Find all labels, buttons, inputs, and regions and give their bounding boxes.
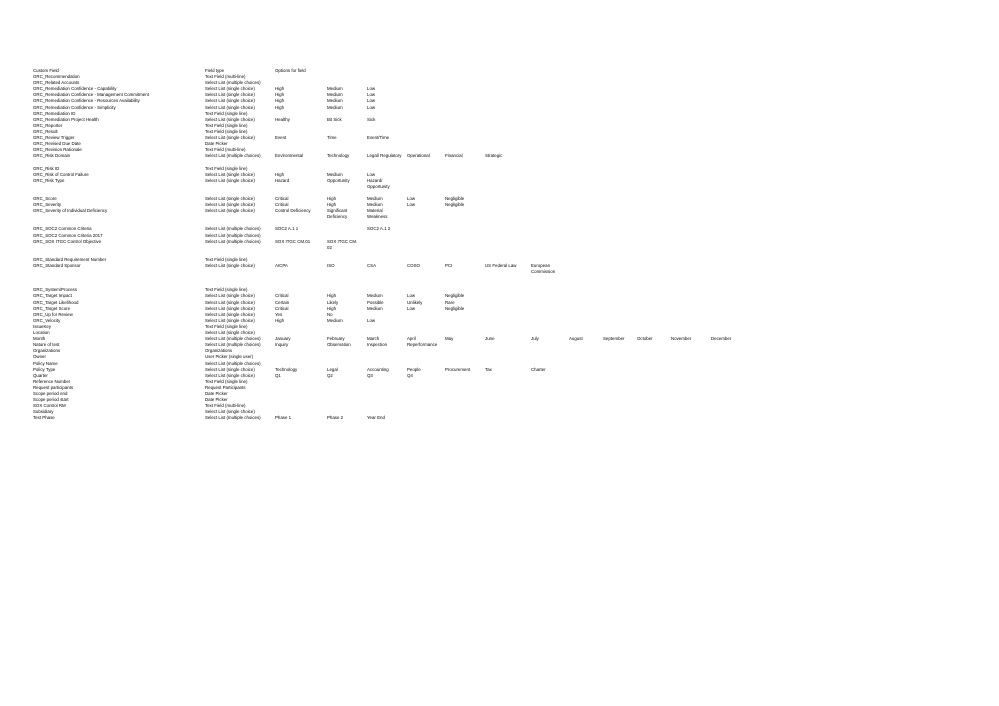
table-cell: Select List (multiple choices) bbox=[205, 232, 261, 238]
table-cell: GRC_Standard Requirement Number bbox=[33, 256, 107, 262]
table-cell: Custom Field bbox=[33, 68, 59, 73]
table-cell: Select List (multiple choices) bbox=[205, 153, 261, 159]
table-cell: High bbox=[275, 317, 285, 323]
table-cell: Phase 2 bbox=[327, 415, 344, 421]
table-cell: No bbox=[327, 311, 333, 317]
table-cell bbox=[603, 263, 637, 275]
table-cell: High bbox=[275, 171, 285, 177]
table-cell: Likely bbox=[327, 299, 339, 305]
table-cell: Critical bbox=[275, 305, 289, 311]
table-cell: Select List (single choice) bbox=[205, 330, 255, 336]
table-cell: Select List (single choice) bbox=[205, 372, 255, 378]
table-cell bbox=[367, 239, 407, 251]
table-cell: Medium bbox=[327, 317, 343, 323]
table-cell: Field type bbox=[205, 68, 225, 73]
table-cell bbox=[781, 415, 817, 421]
table-cell: Select List (single choice) bbox=[205, 263, 255, 268]
table-cell: Reference Number bbox=[33, 378, 71, 384]
table-cell: GRC_Velocity bbox=[33, 317, 61, 323]
table-cell: Text Field (single line) bbox=[205, 323, 248, 329]
table-cell: Opportunity bbox=[327, 177, 350, 183]
table-cell: High bbox=[327, 293, 337, 299]
table-cell bbox=[781, 208, 817, 220]
table-cell: Medium bbox=[327, 86, 343, 92]
table-cell: December bbox=[711, 336, 732, 342]
table-cell: Low bbox=[367, 92, 376, 98]
table-cell bbox=[781, 263, 817, 275]
table-cell: Text Field (multi-line) bbox=[205, 147, 246, 153]
table-cell: March bbox=[367, 336, 380, 342]
table-cell bbox=[671, 208, 711, 220]
table-cell: Strategic bbox=[485, 153, 503, 159]
table-cell: GRC_Risk Type bbox=[33, 177, 65, 183]
table-cell: Select List (single choice) bbox=[205, 171, 255, 177]
table-cell: January bbox=[275, 336, 291, 342]
table-cell: October bbox=[637, 336, 653, 342]
table-cell: Tax bbox=[485, 366, 492, 372]
table-cell: SOX Control RM bbox=[33, 403, 66, 409]
table-cell: Date Picker bbox=[205, 390, 228, 396]
table-cell: Low bbox=[407, 195, 416, 201]
table-cell: Text Field (single line) bbox=[205, 378, 248, 384]
table-cell: Text Field (single line) bbox=[205, 110, 248, 116]
table-cell: Select List (single choice) bbox=[205, 116, 255, 122]
table-cell: European Commission bbox=[531, 263, 556, 275]
table-cell: CSA bbox=[367, 263, 377, 268]
table-cell: Environmental bbox=[275, 153, 304, 159]
table-cell: Sick bbox=[367, 116, 376, 122]
table-cell: PCI bbox=[445, 263, 453, 268]
table-cell: Operational bbox=[407, 153, 430, 159]
table-cell: Request Participants bbox=[205, 384, 246, 390]
table-row bbox=[33, 178, 817, 190]
table-cell: GRC_Remediation Confidence - Simplicity bbox=[33, 104, 116, 110]
table-cell: Low bbox=[367, 98, 376, 104]
table-cell: GRC_Revised Due Date bbox=[33, 141, 81, 147]
table-cell: Policy Name bbox=[33, 360, 58, 366]
table-cell: Organizations bbox=[33, 348, 61, 354]
table-cell: Critical bbox=[275, 293, 289, 299]
table-cell: Select List (single choice) bbox=[205, 366, 255, 372]
table-cell: GRC_Up for Review bbox=[33, 311, 73, 317]
table-cell: High bbox=[275, 92, 285, 98]
table-cell: GRC_Review Trigger bbox=[33, 135, 75, 141]
table-cell: High bbox=[327, 195, 337, 201]
table-cell bbox=[745, 263, 781, 275]
table-cell: Text Field (single line) bbox=[205, 128, 248, 134]
table-row bbox=[33, 208, 817, 220]
table-cell: Select List (multiple choices) bbox=[205, 360, 261, 366]
table-cell: Date Picker bbox=[205, 141, 228, 147]
table-cell: Select List (single choice) bbox=[205, 293, 255, 299]
table-cell bbox=[445, 415, 485, 421]
table-cell bbox=[671, 263, 711, 275]
table-cell: ISO bbox=[327, 263, 335, 268]
table-cell: GRC_Remediation Confidence - Management Commitment bbox=[33, 92, 149, 98]
table-cell bbox=[711, 208, 745, 220]
table-cell: Organizations bbox=[205, 348, 233, 354]
table-cell: GRC_Reporter bbox=[33, 122, 63, 128]
table-cell: Subsidiary bbox=[33, 409, 54, 415]
table-cell: GRC_System/Process bbox=[33, 287, 77, 293]
table-cell: Legal bbox=[327, 366, 338, 372]
table-cell: Negligible bbox=[445, 202, 465, 208]
table-cell: Select List (single choice) bbox=[205, 104, 255, 110]
table-cell: Select List (single choice) bbox=[205, 92, 255, 98]
table-cell: High bbox=[275, 86, 285, 92]
table-cell: Reperformance bbox=[407, 342, 438, 348]
table-cell: Material Weakness bbox=[367, 208, 388, 220]
table-cell: Procurement bbox=[445, 366, 471, 372]
table-cell: Accounting bbox=[367, 366, 389, 372]
table-cell: Scope period end bbox=[33, 390, 68, 396]
custom-field-table-body bbox=[33, 68, 817, 421]
table-cell: Request participants bbox=[33, 384, 74, 390]
table-cell bbox=[531, 178, 569, 190]
table-cell bbox=[711, 178, 745, 190]
table-cell: Select List (single choice) bbox=[205, 195, 255, 201]
table-cell bbox=[445, 178, 485, 190]
table-cell: Legal/ Regulatory bbox=[367, 153, 402, 159]
table-cell: Select List (multiple choices) bbox=[205, 238, 261, 244]
table-cell: GRC_Remediation Confidence - Capability bbox=[33, 86, 117, 92]
table-cell: Technology bbox=[275, 366, 298, 372]
table-cell bbox=[485, 415, 531, 421]
table-cell: Quarter bbox=[33, 372, 48, 378]
table-cell: Inspection bbox=[367, 342, 388, 348]
table-cell bbox=[445, 239, 485, 251]
table-cell bbox=[603, 208, 637, 220]
table-cell bbox=[531, 208, 569, 220]
table-cell bbox=[711, 415, 745, 421]
table-cell: Medium bbox=[367, 202, 383, 208]
table-cell: November bbox=[671, 336, 692, 342]
table-cell: Select List (single choice) bbox=[205, 135, 255, 141]
table-cell bbox=[407, 178, 445, 190]
table-cell: Possible bbox=[367, 299, 384, 305]
table-cell: GRC_Score bbox=[33, 195, 57, 201]
table-cell: Test Phase bbox=[33, 415, 55, 421]
table-cell bbox=[445, 208, 485, 220]
table-cell bbox=[569, 239, 603, 251]
table-cell: Select List (multiple choices) bbox=[205, 80, 261, 86]
table-cell: Critical bbox=[275, 202, 289, 208]
table-cell: May bbox=[445, 336, 454, 342]
table-cell: Yes bbox=[275, 311, 283, 317]
table-cell: Observation bbox=[327, 342, 351, 348]
table-cell: Nature of test bbox=[33, 342, 60, 348]
table-cell bbox=[407, 208, 445, 220]
table-cell: Event/Time bbox=[367, 135, 390, 141]
table-cell: Inquiry bbox=[275, 342, 289, 348]
table-cell: July bbox=[531, 336, 539, 342]
table-cell: GRC_Risk Domain bbox=[33, 153, 71, 159]
table-cell: COSO bbox=[407, 263, 420, 268]
table-cell: Select List (single choice) bbox=[205, 305, 255, 311]
table-cell bbox=[485, 239, 531, 251]
table-cell: Select List (single choice) bbox=[205, 311, 255, 317]
table-cell: Hazard bbox=[275, 177, 290, 183]
table-cell: IssueKey bbox=[33, 323, 52, 329]
table-cell bbox=[531, 415, 569, 421]
table-cell: Select List (single choice) bbox=[205, 409, 255, 415]
table-cell bbox=[745, 415, 781, 421]
table-cell: Low bbox=[367, 86, 376, 92]
table-cell: Control Deficiency bbox=[275, 208, 311, 214]
table-cell: Low bbox=[367, 104, 376, 110]
table-cell: Bit Sick bbox=[327, 116, 342, 122]
table-cell: GRC_Related Accounts bbox=[33, 80, 80, 86]
table-cell: Time bbox=[327, 135, 337, 141]
table-cell: Year End bbox=[367, 415, 385, 421]
table-cell: Policy Type bbox=[33, 366, 56, 372]
table-cell bbox=[407, 239, 445, 251]
table-cell: GRC_Recommendation bbox=[33, 74, 80, 80]
table-cell: Select List (single choice) bbox=[205, 317, 255, 323]
table-cell: Select List (single choice) bbox=[205, 86, 255, 92]
table-cell: US Federal Law bbox=[485, 263, 517, 268]
table-cell: Location bbox=[33, 330, 50, 336]
table-cell: Medium bbox=[367, 293, 383, 299]
table-cell: Medium bbox=[327, 104, 343, 110]
table-cell: GRC_Severity of Individual Deficiency bbox=[33, 208, 108, 214]
table-row bbox=[33, 415, 817, 421]
table-row bbox=[33, 239, 817, 251]
table-cell: Select List (multiple choices) bbox=[205, 342, 261, 348]
table-cell: Low bbox=[367, 317, 376, 323]
table-cell bbox=[637, 178, 671, 190]
table-cell: Technology bbox=[327, 153, 350, 159]
table-cell bbox=[485, 178, 531, 190]
table-cell: Event bbox=[275, 135, 287, 141]
table-cell: Q4 bbox=[407, 372, 413, 378]
table-cell: Q1 bbox=[275, 372, 281, 378]
table-cell: Certain bbox=[275, 299, 290, 305]
table-cell bbox=[603, 415, 637, 421]
table-cell bbox=[569, 178, 603, 190]
table-cell: SOX ITGC CM.01 bbox=[275, 238, 311, 244]
table-cell bbox=[485, 208, 531, 220]
table-cell: Charter bbox=[531, 366, 546, 372]
table-cell: Date Picker bbox=[205, 397, 228, 403]
table-cell: Financial bbox=[445, 153, 463, 159]
table-cell: Text Field (single line) bbox=[205, 256, 248, 262]
table-cell: High bbox=[327, 202, 337, 208]
table-cell: People bbox=[407, 366, 421, 372]
table-cell bbox=[781, 239, 817, 251]
table-cell: Text Field (single line) bbox=[205, 165, 248, 171]
table-cell: GRC_Standard Sponsor bbox=[33, 263, 81, 268]
table-cell: Owner bbox=[33, 354, 46, 360]
table-cell: AICPA bbox=[275, 263, 288, 268]
table-cell: September bbox=[603, 336, 625, 342]
table-cell: Negligible bbox=[445, 293, 465, 299]
table-cell: User Picker (single user) bbox=[205, 354, 254, 360]
table-cell: Select List (single choice) bbox=[205, 177, 255, 183]
table-cell: Medium bbox=[327, 92, 343, 98]
table-cell bbox=[637, 263, 671, 275]
table-cell: Month bbox=[33, 336, 46, 342]
table-cell bbox=[569, 208, 603, 220]
table-cell bbox=[531, 239, 569, 251]
table-cell bbox=[407, 415, 445, 421]
table-cell bbox=[637, 208, 671, 220]
table-cell: Medium bbox=[367, 305, 383, 311]
table-cell bbox=[745, 208, 781, 220]
table-cell: Text Field (multi-line) bbox=[205, 74, 246, 80]
table-cell: Q3 bbox=[367, 372, 373, 378]
table-cell: High bbox=[327, 305, 337, 311]
table-cell: SOX ITGC CM. 02 bbox=[327, 238, 358, 250]
table-cell: Options for field bbox=[275, 68, 306, 73]
table-cell: Medium bbox=[367, 195, 383, 201]
table-cell: GRC_Target Impact bbox=[33, 293, 72, 299]
table-row bbox=[33, 263, 817, 275]
table-cell: Text Field (multi-line) bbox=[205, 403, 246, 409]
table-cell bbox=[711, 263, 745, 275]
table-cell: GRC_Remediation Confidence - Resources Availability bbox=[33, 98, 140, 104]
table-cell: April bbox=[407, 336, 416, 342]
table-cell: Low bbox=[407, 202, 416, 208]
table-cell: June bbox=[485, 336, 495, 342]
table-cell: Critical bbox=[275, 195, 289, 201]
table-cell: GRC_SOX ITGC Control Objective bbox=[33, 238, 102, 244]
table-cell bbox=[637, 415, 671, 421]
table-cell: Select List (multiple choices) bbox=[205, 226, 261, 232]
table-cell bbox=[569, 415, 603, 421]
table-cell: Low bbox=[367, 171, 376, 177]
table-cell: SOC2 A.1 1 bbox=[275, 226, 299, 232]
table-cell: Low bbox=[407, 305, 416, 311]
table-cell: High bbox=[275, 104, 285, 110]
table-cell: Hazard/ Opportunity bbox=[367, 177, 390, 189]
table-cell: GRC_Revision Rationale bbox=[33, 147, 82, 153]
table-cell: GRC_Remediation ID bbox=[33, 110, 76, 116]
table-cell: Select List (single choice) bbox=[205, 202, 255, 208]
table-cell: Select List (single choice) bbox=[205, 208, 255, 214]
table-cell: GRC_SOC2 Common Criteria bbox=[33, 226, 92, 232]
table-cell: GRC_Remediation Project Health bbox=[33, 116, 99, 122]
table-cell: Significant Deficiency bbox=[327, 208, 348, 220]
table-cell: Select List (single choice) bbox=[205, 299, 255, 305]
table-cell: Q2 bbox=[327, 372, 333, 378]
table-cell bbox=[603, 178, 637, 190]
table-cell: Text Field (single line) bbox=[205, 122, 248, 128]
table-cell: Negligible bbox=[445, 195, 465, 201]
table-cell bbox=[603, 239, 637, 251]
table-cell bbox=[671, 415, 711, 421]
table-cell: GRC_Target Score bbox=[33, 305, 71, 311]
table-cell bbox=[745, 239, 781, 251]
table-cell: Negligible bbox=[445, 305, 465, 311]
table-cell bbox=[781, 178, 817, 190]
table-cell: High bbox=[275, 98, 285, 104]
table-cell: February bbox=[327, 336, 345, 342]
table-cell: GRC_Result bbox=[33, 128, 58, 134]
table-cell bbox=[671, 178, 711, 190]
table-cell: SOC2 A.1 2 bbox=[367, 226, 391, 232]
table-cell: August bbox=[569, 336, 583, 342]
table-cell: Low bbox=[407, 293, 416, 299]
table-cell: Medium bbox=[327, 98, 343, 104]
table-cell bbox=[671, 239, 711, 251]
table-cell bbox=[745, 178, 781, 190]
table-cell: Unlikely bbox=[407, 299, 423, 305]
table-cell: GRC_Risk of Control Failure bbox=[33, 171, 89, 177]
table-cell: Select List (multiple choices) bbox=[205, 415, 261, 421]
table-cell: Healthy bbox=[275, 116, 290, 122]
table-cell: GRC_Target Likelihood bbox=[33, 299, 79, 305]
table-cell: Rare bbox=[445, 299, 455, 305]
table-cell: Select List (single choice) bbox=[205, 98, 255, 104]
table-cell: Text Field (single line) bbox=[205, 287, 248, 293]
table-cell bbox=[569, 263, 603, 275]
table-cell bbox=[711, 239, 745, 251]
table-cell: GRC_Severity bbox=[33, 202, 62, 208]
table-cell: GRC_Risk ID bbox=[33, 165, 60, 171]
table-cell bbox=[637, 239, 671, 251]
table-cell: Medium bbox=[327, 171, 343, 177]
table-cell: Select List (multiple choices) bbox=[205, 336, 261, 342]
table-cell: GRC_SOC2 Common Criteria 2017 bbox=[33, 232, 103, 238]
custom-field-table bbox=[33, 68, 817, 421]
table-cell: Scope period start bbox=[33, 397, 69, 403]
table-cell: Phase 1 bbox=[275, 415, 292, 421]
